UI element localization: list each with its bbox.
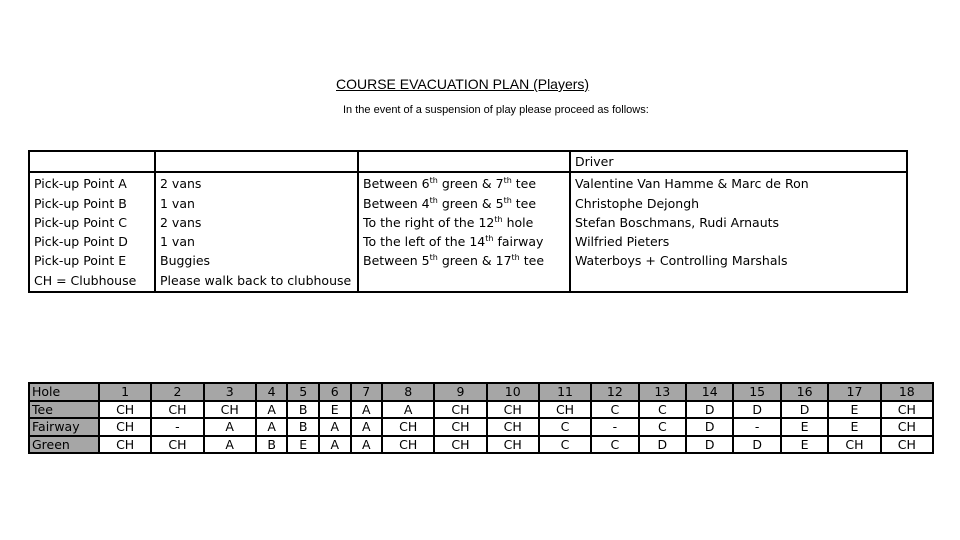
hole-number: 12 bbox=[591, 383, 638, 401]
clubhouse-label: CH = Clubhouse bbox=[34, 272, 137, 288]
pickup-point: Pick-up Point E bbox=[34, 253, 127, 269]
hole-evacuation-table bbox=[28, 382, 934, 454]
page-title: COURSE EVACUATION PLAN (Players) bbox=[336, 76, 590, 92]
pickup-code: - bbox=[591, 418, 638, 436]
pickup-code: CH bbox=[434, 436, 486, 454]
ordinal: th bbox=[429, 176, 438, 186]
driver: Valentine Van Hamme & Marc de Ron bbox=[575, 176, 809, 192]
table-row bbox=[29, 436, 933, 454]
pickup-code: CH bbox=[487, 436, 539, 454]
pickup-code: CH bbox=[487, 401, 539, 419]
pickup-table bbox=[28, 150, 908, 293]
ordinal: th bbox=[511, 253, 520, 263]
ordinal: th bbox=[485, 234, 494, 244]
pickup-code: E bbox=[828, 401, 880, 419]
driver: Christophe Dejongh bbox=[575, 195, 700, 211]
ordinal: th bbox=[503, 176, 512, 186]
table-row bbox=[29, 401, 933, 419]
clubhouse-vehicle: Please walk back to clubhouse bbox=[160, 272, 352, 288]
pickup-code: CH bbox=[434, 418, 486, 436]
pickup-point: Pick-up Point D bbox=[34, 234, 128, 250]
pickup-code: A bbox=[351, 401, 383, 419]
location bbox=[363, 251, 565, 270]
location-part: green & 7 bbox=[437, 176, 504, 192]
hole-number: 14 bbox=[686, 383, 733, 401]
pickup-code: CH bbox=[881, 418, 933, 436]
pickup-code: - bbox=[733, 418, 780, 436]
pickup-code: B bbox=[287, 401, 319, 419]
vehicles-cell bbox=[155, 172, 358, 292]
pickup-point: Pick-up Point A bbox=[34, 176, 127, 192]
vehicle: 1 van bbox=[160, 195, 195, 211]
ordinal: th bbox=[429, 253, 438, 263]
pickup-code: D bbox=[686, 436, 733, 454]
pickup-code: A bbox=[319, 436, 351, 454]
pickup-code: A bbox=[256, 401, 288, 419]
hole-number: 18 bbox=[881, 383, 933, 401]
driver: Stefan Boschmans, Rudi Arnauts bbox=[575, 214, 780, 230]
pickup-code: CH bbox=[151, 401, 203, 419]
location-part: fairway bbox=[493, 234, 544, 250]
pickup-code: E bbox=[287, 436, 319, 454]
pickup-code: CH bbox=[204, 401, 256, 419]
pickup-code: C bbox=[539, 418, 591, 436]
pickup-code: A bbox=[204, 418, 256, 436]
locations-cell bbox=[358, 172, 570, 292]
row-label: Tee bbox=[29, 401, 99, 419]
location-part: tee bbox=[519, 253, 545, 269]
hole-number: 1 bbox=[99, 383, 151, 401]
driver: Wilfried Pieters bbox=[575, 234, 670, 250]
pickup-code: CH bbox=[99, 436, 151, 454]
pickup-code: - bbox=[151, 418, 203, 436]
pickup-code: CH bbox=[382, 418, 434, 436]
pickup-code: CH bbox=[539, 401, 591, 419]
location-part: tee bbox=[511, 176, 537, 192]
table-row bbox=[29, 383, 933, 401]
pickup-code: CH bbox=[99, 401, 151, 419]
location-part: To the right of the 12 bbox=[363, 214, 495, 230]
subtitle: In the event of a suspension of play please proceed as follows: bbox=[343, 104, 649, 116]
hole-number: 6 bbox=[319, 383, 351, 401]
pickup-code: B bbox=[256, 436, 288, 454]
pickup-code: C bbox=[539, 436, 591, 454]
vehicle: 1 van bbox=[160, 234, 195, 250]
pickup-code: D bbox=[781, 401, 828, 419]
row-label: Green bbox=[29, 436, 99, 454]
pickup-code: CH bbox=[828, 436, 880, 454]
hole-number: 15 bbox=[733, 383, 780, 401]
pickup-code: C bbox=[591, 436, 638, 454]
hole-number: 10 bbox=[487, 383, 539, 401]
hole-number: 5 bbox=[287, 383, 319, 401]
driver: Waterboys + Controlling Marshals bbox=[575, 253, 788, 269]
driver-header: Driver bbox=[570, 151, 907, 172]
pickup-code: E bbox=[319, 401, 351, 419]
hole-number: 16 bbox=[781, 383, 828, 401]
pickup-code: A bbox=[351, 418, 383, 436]
pickup-code: A bbox=[204, 436, 256, 454]
header-cell bbox=[155, 151, 358, 172]
pickup-code: D bbox=[686, 418, 733, 436]
location-part: tee bbox=[511, 195, 537, 211]
hole-number: 8 bbox=[382, 383, 434, 401]
pickup-code: A bbox=[382, 401, 434, 419]
location-part: Between 6 bbox=[363, 176, 430, 192]
drivers-cell bbox=[570, 172, 907, 292]
header-cell bbox=[358, 151, 570, 172]
hole-number: 3 bbox=[204, 383, 256, 401]
location-part: green & 17 bbox=[437, 253, 512, 269]
hole-number: 13 bbox=[639, 383, 686, 401]
pickup-code: E bbox=[781, 418, 828, 436]
pickup-code: CH bbox=[487, 418, 539, 436]
vehicle: 2 vans bbox=[160, 214, 202, 230]
vehicle: Buggies bbox=[160, 253, 211, 269]
location bbox=[363, 174, 565, 193]
location-part: Between 4 bbox=[363, 195, 430, 211]
ordinal: th bbox=[503, 195, 512, 205]
hole-number: 7 bbox=[351, 383, 383, 401]
pickup-code: CH bbox=[881, 401, 933, 419]
pickup-code: A bbox=[319, 418, 351, 436]
pickup-code: D bbox=[733, 401, 780, 419]
pickup-code: CH bbox=[99, 418, 151, 436]
location bbox=[363, 194, 565, 213]
pickup-code: CH bbox=[434, 401, 486, 419]
ordinal: th bbox=[494, 214, 503, 224]
location bbox=[363, 213, 565, 232]
pickup-code: A bbox=[351, 436, 383, 454]
pickup-code: B bbox=[287, 418, 319, 436]
hole-number: 11 bbox=[539, 383, 591, 401]
location-part: Between 5 bbox=[363, 253, 430, 269]
location bbox=[363, 232, 565, 251]
row-label: Fairway bbox=[29, 418, 99, 436]
location-part: hole bbox=[502, 214, 534, 230]
pickup-code: A bbox=[256, 418, 288, 436]
pickup-point: Pick-up Point B bbox=[34, 195, 127, 211]
vehicle: 2 vans bbox=[160, 176, 202, 192]
pickup-code: CH bbox=[881, 436, 933, 454]
table-row bbox=[29, 418, 933, 436]
hole-number: 2 bbox=[151, 383, 203, 401]
hole-number: 4 bbox=[256, 383, 288, 401]
pickup-point: Pick-up Point C bbox=[34, 214, 127, 230]
ordinal: th bbox=[429, 195, 438, 205]
pickup-code: E bbox=[781, 436, 828, 454]
pickup-code: CH bbox=[151, 436, 203, 454]
pickup-code: E bbox=[828, 418, 880, 436]
row-label: Hole bbox=[29, 383, 99, 401]
pickup-code: C bbox=[639, 418, 686, 436]
hole-number: 17 bbox=[828, 383, 880, 401]
pickup-code: D bbox=[639, 436, 686, 454]
location-part: To the left of the 14 bbox=[363, 234, 486, 250]
pickup-code: C bbox=[639, 401, 686, 419]
location-part: green & 5 bbox=[437, 195, 504, 211]
header-cell bbox=[29, 151, 155, 172]
pickup-code: D bbox=[686, 401, 733, 419]
pickup-code: D bbox=[733, 436, 780, 454]
pickup-code: C bbox=[591, 401, 638, 419]
hole-number: 9 bbox=[434, 383, 486, 401]
pickup-points-cell bbox=[29, 172, 155, 292]
pickup-code: CH bbox=[382, 436, 434, 454]
